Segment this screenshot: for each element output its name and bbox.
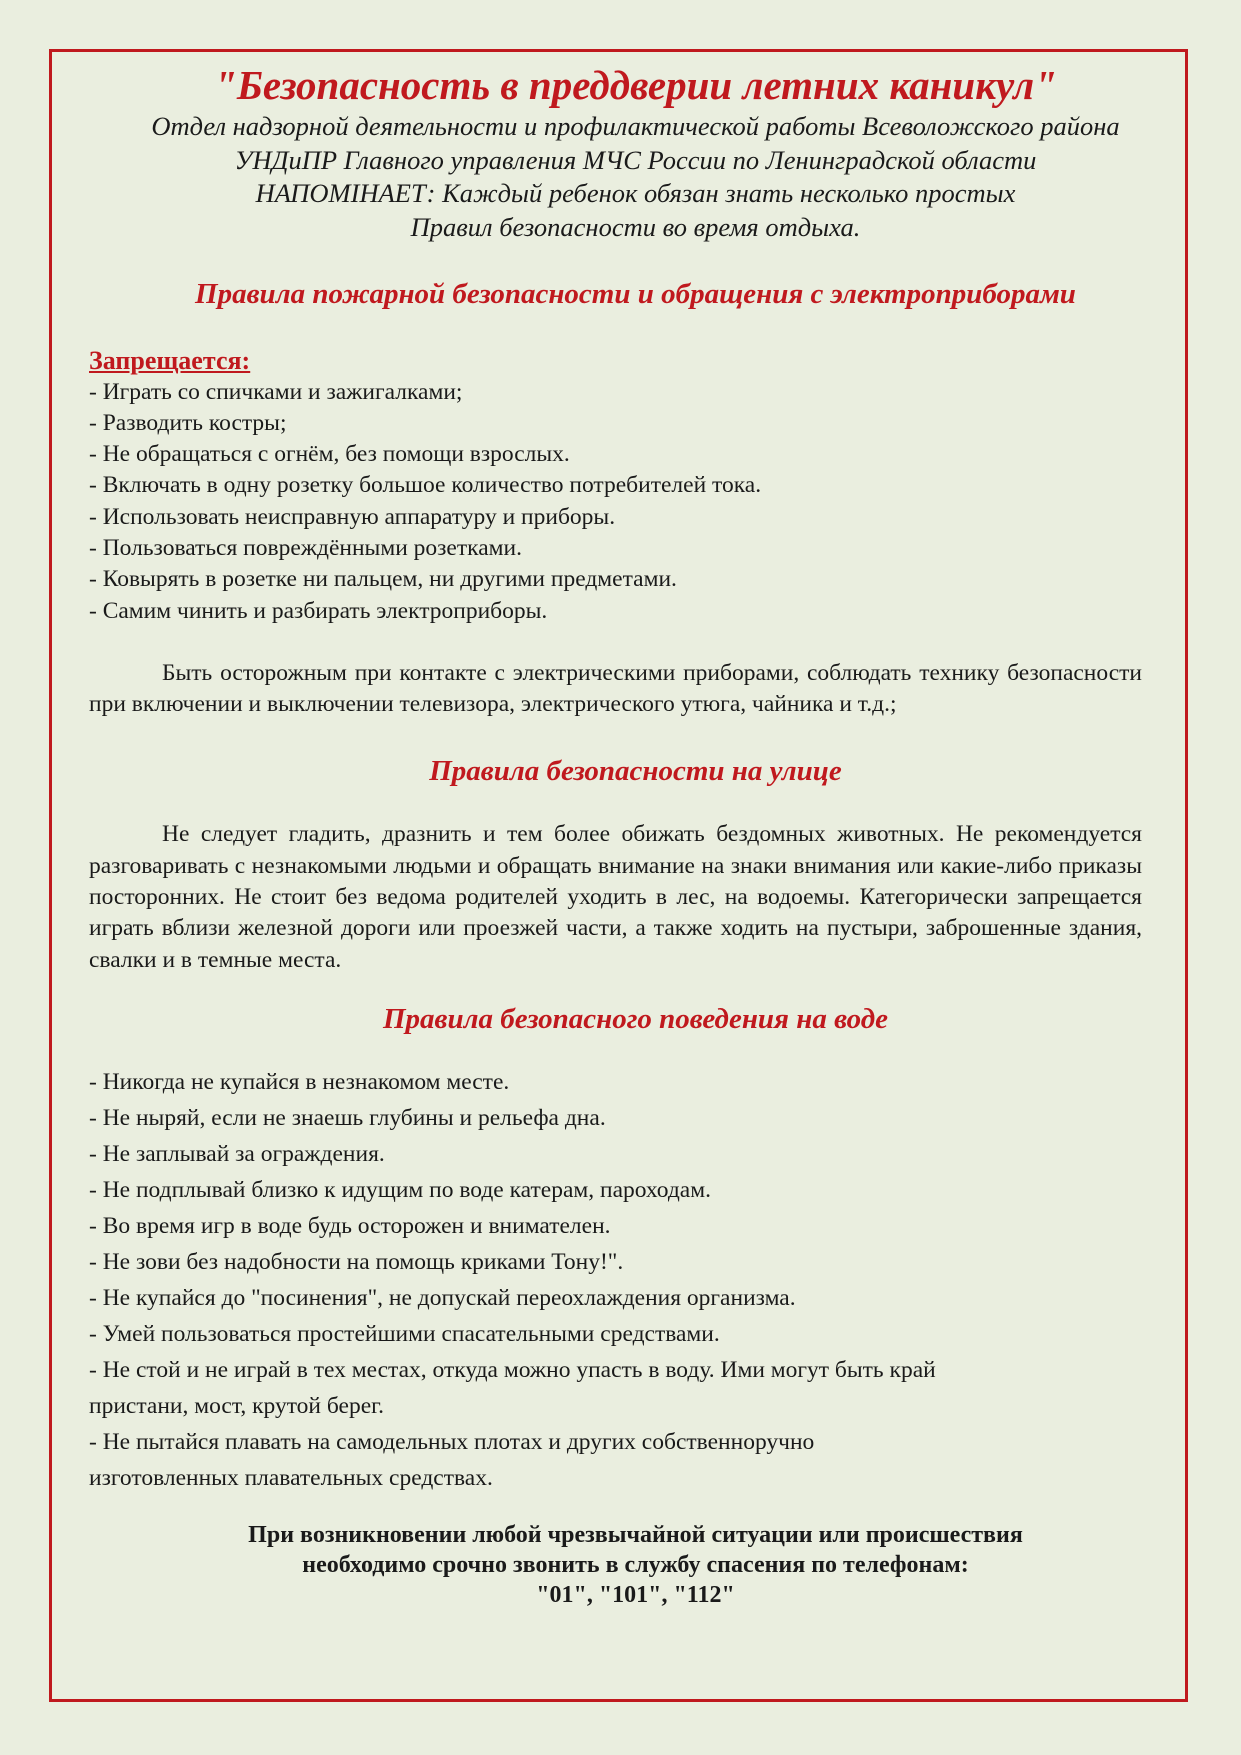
list-item: - Не ныряй, если не знаешь глубины и рельефа дна.	[89, 1104, 606, 1131]
prohibited-list	[89, 377, 1142, 627]
list-item: - Не пытайся плавать на самодельных плотах и других собственноручно	[89, 1428, 815, 1455]
list-item: изготовленных плавательных средствах.	[89, 1464, 493, 1491]
list-item: - Никогда не купайся в незнакомом месте.	[89, 1068, 510, 1095]
list-item: - Во время игр в воде будь осторожен и внимателен.	[89, 1212, 611, 1239]
street-section-title: Правила безопасности на улице	[429, 755, 842, 788]
list-item: - Не подплывай близко к идущим по воде катерам, пароходам.	[89, 1176, 711, 1203]
list-item: - Играть со спичками и зажигалками;	[89, 378, 463, 405]
list-item: - Умей пользоваться простейшими спасательными средствами.	[89, 1320, 720, 1347]
water-section-title: Правила безопасного поведения на воде	[382, 1002, 889, 1035]
intro-line: УНДиПР Главного управления МЧС России по Ленинградской области	[234, 144, 1037, 175]
list-item: - Разводить костры;	[89, 409, 287, 436]
prohibited-heading: Запрещается:	[89, 346, 251, 375]
footer-line: При возникновении любой чрезвычайной ситуации или происшествия	[248, 1521, 1023, 1548]
list-item: пристани, мост, крутой берег.	[89, 1392, 385, 1419]
street-paragraph: Не следует гладить, дразнить и тем более обижать бездомных животных. Не рекомендуется разговаривать с незнакомыми людьми и обращать внимание на знаки внимания или какие-либо приказы посторонних. Не стоит без ведома родителей уходить в лес, на водоемы. Категорически запрещается играть вблизи железной дороги или проезжей части, а также ходить на пустыри, заброшенные здания, свалки и в темные места.	[89, 821, 1142, 973]
list-item: - Не заплывай за ограждения.	[89, 1140, 385, 1167]
intro-line: НАПОМІНАЕТ: Каждый ребенок обязан знать несколько простых	[255, 178, 1016, 208]
list-item: - Включать в одну розетку большое количество потребителей тока.	[89, 472, 762, 499]
list-item: - Не зови без надобности на помощь криками Тону!".	[89, 1248, 624, 1275]
list-item: - Не купайся до "посинения", не допускай переохлаждения организма.	[89, 1284, 796, 1311]
list-item: - Ковырять в розетке ни пальцем, ни другими предметами.	[89, 566, 677, 593]
footer-line: необходимо срочно звонить в службу спасения по телефонам:	[302, 1551, 969, 1578]
street-section	[89, 819, 1182, 975]
fire-section-title: Правила пожарной безопасности и обращения с электроприборами	[195, 278, 1076, 310]
list-item: - Самим чинить и разбирать электроприборы.	[89, 597, 548, 624]
list-item: - Не обращаться с огнём, без помощи взрослых.	[89, 441, 570, 468]
page-title: "Безопасность в преддверии летних каникул"	[214, 62, 1057, 108]
list-item: - Пользоваться повреждёнными розетками.	[89, 534, 522, 561]
document-content	[89, 60, 1182, 1610]
fire-section	[89, 345, 1182, 720]
list-item: - Использовать неисправную аппаратуру и приборы.	[89, 503, 616, 530]
intro-block	[89, 110, 1182, 244]
list-item: - Не стой и не играй в тех местах, откуда можно упасть в воду. Ими могут быть край	[89, 1356, 936, 1383]
intro-line: Отдел надзорной деятельности и профилактической работы Всеволожского района	[151, 111, 1120, 141]
emergency-footer	[89, 1520, 1182, 1610]
fire-paragraph: Быть осторожным при контакте с электрическими приборами, соблюдать технику безопасности при включении и выключении телевизора, электрического утюга, чайника и т.д.;	[89, 659, 1142, 718]
emergency-phones: "01", "101", "112"	[536, 1581, 735, 1608]
intro-line: Правил безопасности во время отдыха.	[410, 211, 861, 242]
water-rules-list	[89, 1064, 1182, 1496]
